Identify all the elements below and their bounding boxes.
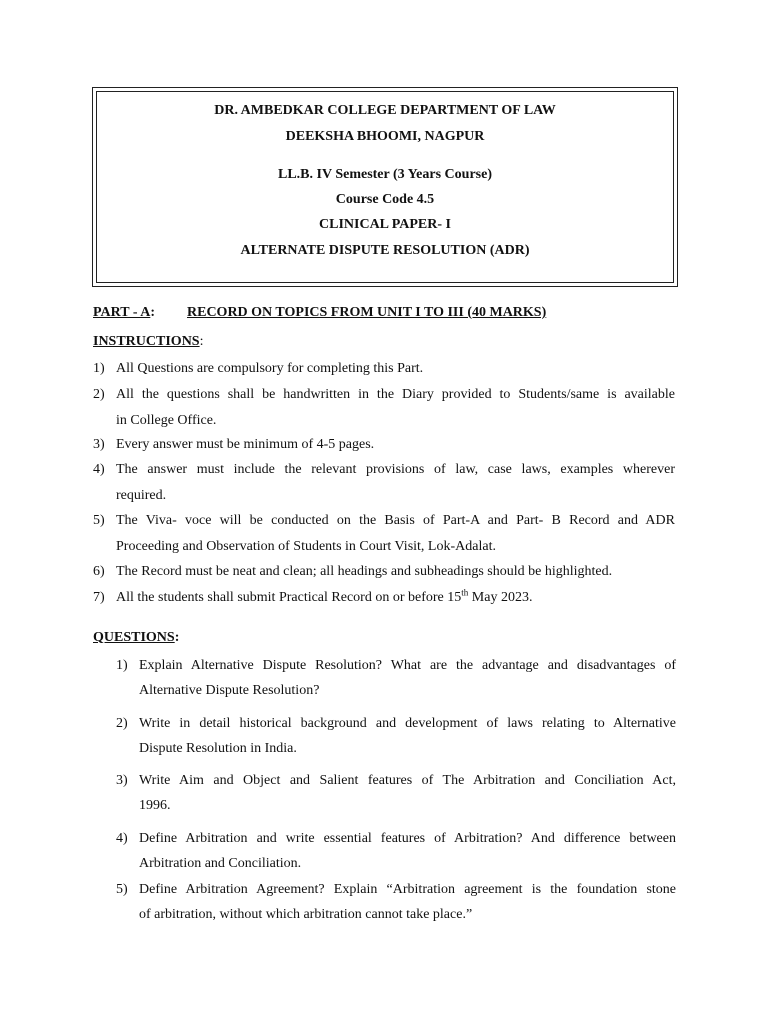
questions-heading-text: QUESTIONS [93,630,175,645]
instruction-number: 1) [93,361,105,376]
course-code: Course Code 4.5 [335,192,435,207]
instruction-text: The answer must include the relevant provisions of law, case laws, examples wherever [116,462,675,477]
question-number: 2) [116,716,128,731]
questions-heading [93,630,179,646]
question-text: Define Arbitration and write essential features of Arbitration? And difference between [139,831,676,846]
header-box [92,87,678,287]
instruction-number: 7) [93,590,105,605]
question-text: Write in detail historical background and development of laws relating to Alternative [139,716,676,731]
question-number: 4) [116,831,128,846]
instruction-number: 2) [93,387,105,402]
college-name: DR. AMBEDKAR COLLEGE DEPARTMENT OF LAW [214,103,556,118]
part-colon: : [150,305,155,320]
college-location: DEEKSHA BHOOMI, NAGPUR [285,129,485,144]
instructions-heading [93,334,203,350]
question-item-3-continued: 1996. [139,798,171,813]
instruction-item-5-continued: Proceeding and Observation of Students in Court Visit, Lok-Adalat. [116,539,496,554]
part-label: PART - A [93,305,151,320]
semester-title: LL.B. IV Semester (3 Years Course) [278,167,492,182]
instructions-heading-text: INSTRUCTIONS [93,334,200,349]
instruction-text: All the questions shall be handwritten in the Diary provided to Students/same is available [116,387,675,402]
instruction-number: 6) [93,564,105,579]
instruction-number: 5) [93,513,105,528]
instruction-item-2-continued: in College Office. [116,413,217,428]
question-number: 3) [116,773,128,788]
subject-title: ALTERNATE DISPUTE RESOLUTION (ADR) [240,243,530,258]
question-item-4-continued: Arbitration and Conciliation. [139,856,302,871]
part-topic: RECORD ON TOPICS FROM UNIT I TO III (40 MARKS) [187,305,547,320]
question-text: Explain Alternative Dispute Resolution? What are the advantage and disadvantages of [139,658,676,673]
instruction-text: The Viva- voce will be conducted on the Basis of Part-A and Part- B Record and ADR [116,513,675,528]
part-heading [93,305,547,321]
instruction-text: The Record must be neat and clean; all headings and subheadings should be highlighted. [116,564,613,579]
ordinal-suffix: th [461,587,469,598]
question-text: Write Aim and Object and Salient features of The Arbitration and Conciliation Act, [139,773,676,788]
question-item-1-continued: Alternative Dispute Resolution? [139,683,320,698]
instruction-item-4-continued: required. [116,488,167,503]
instruction-text-after: May 2023. [468,590,533,605]
instruction-text [116,587,675,606]
question-number: 1) [116,658,128,673]
question-number: 5) [116,882,128,897]
question-text: Define Arbitration Agreement? Explain “Arbitration agreement is the foundation stone [139,882,676,897]
question-item-2-continued: Dispute Resolution in India. [139,741,297,756]
instruction-text-before: All the students shall submit Practical Record on or before 15 [116,590,462,605]
instruction-number: 3) [93,437,105,452]
questions-heading-colon: : [174,630,180,645]
instruction-text: All Questions are compulsory for completing this Part. [116,361,424,376]
instruction-text: Every answer must be minimum of 4-5 pages. [116,437,375,452]
paper-title: CLINICAL PAPER- I [319,217,451,232]
instructions-heading-colon: : [199,334,204,349]
question-item-5-continued: of arbitration, without which arbitration cannot take place.” [139,907,473,922]
instruction-number: 4) [93,462,105,477]
